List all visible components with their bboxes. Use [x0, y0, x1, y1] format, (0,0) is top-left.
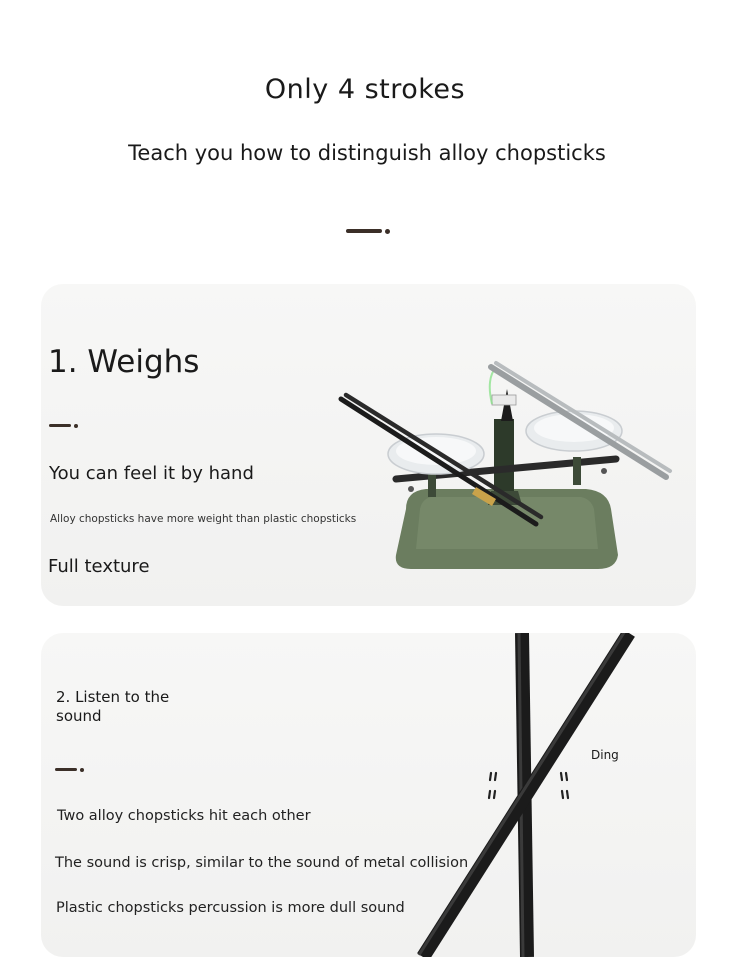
sound-section-heading: 2. Listen to the sound: [56, 688, 170, 725]
header-divider: [346, 229, 392, 235]
page-title: Only 4 strokes: [264, 74, 466, 105]
weigh-line-texture: Full texture: [48, 556, 150, 577]
sound-ding-label: Ding: [591, 748, 619, 762]
weigh-section-card: [41, 284, 696, 606]
weigh-line-weight: Alloy chopsticks have more weight than plastic chopsticks: [50, 513, 357, 525]
weigh-section-divider: [49, 424, 79, 429]
weigh-section-heading: 1. Weighs: [48, 344, 200, 380]
sound-section-divider: [55, 768, 85, 773]
balance-scale-icon: [336, 359, 681, 579]
weigh-line-feel: You can feel it by hand: [49, 463, 254, 484]
page-subtitle: Teach you how to distinguish alloy chopsticks: [128, 141, 606, 165]
crossed-chopsticks-icon: [401, 633, 661, 957]
sound-section-card: [41, 633, 696, 957]
sound-line-hit: Two alloy chopsticks hit each other: [57, 808, 311, 824]
sound-line-crisp: The sound is crisp, similar to the sound of metal collision: [55, 855, 469, 871]
sound-line-dull: Plastic chopsticks percussion is more dull sound: [56, 900, 405, 916]
